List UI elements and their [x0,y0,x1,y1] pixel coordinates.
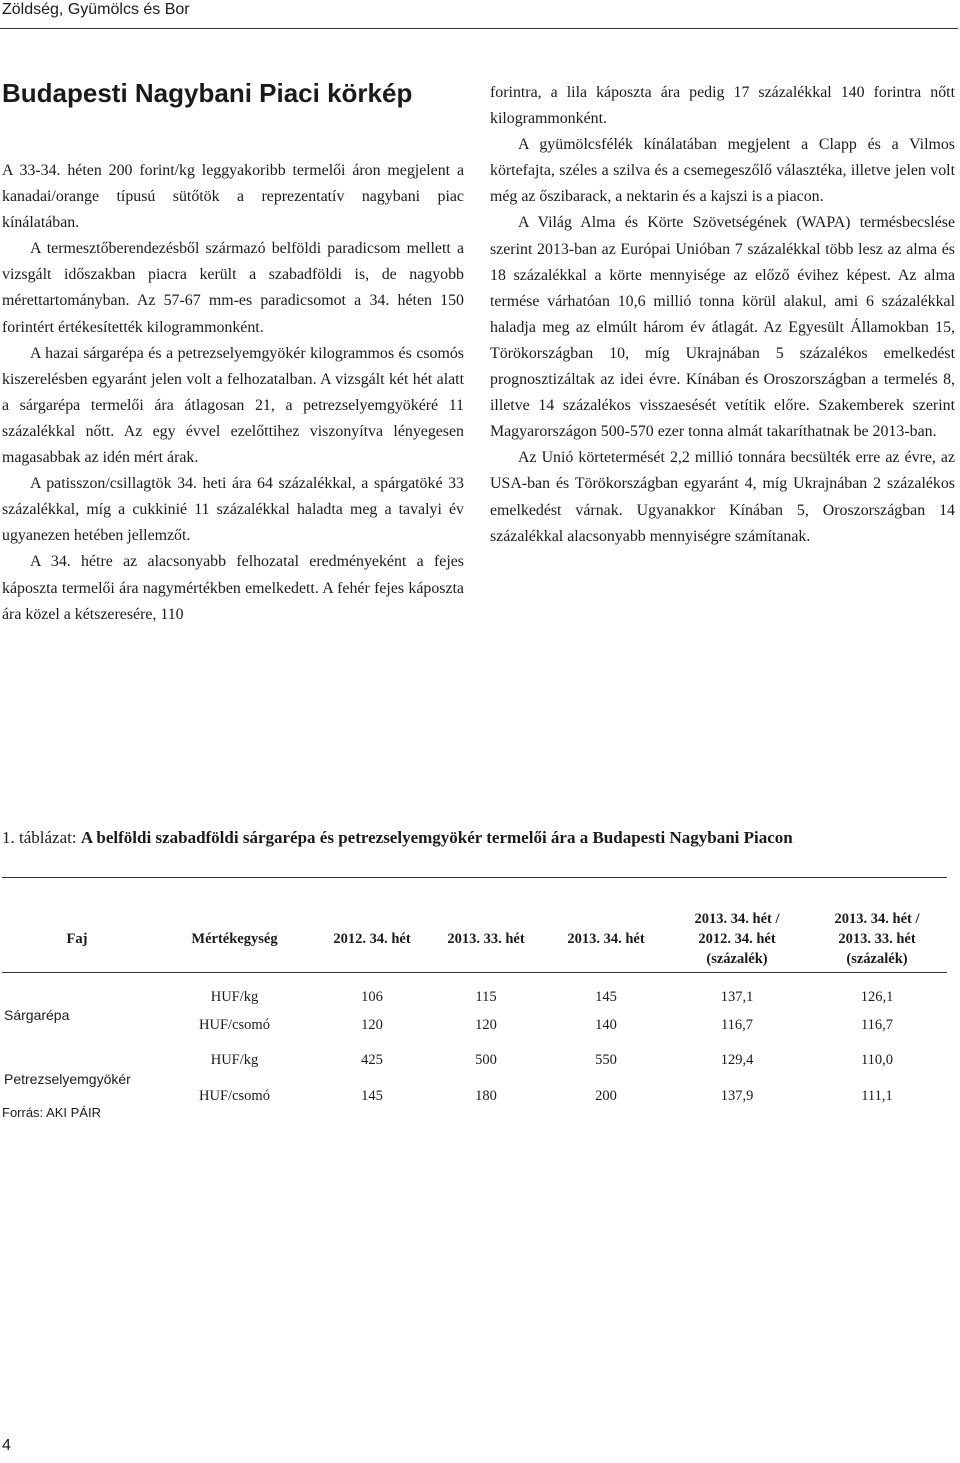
caption-divider [2,877,947,878]
cell-value: 120 [361,1016,383,1033]
cell-value: 550 [595,1052,617,1069]
left-column [2,158,464,628]
table-caption-title: A belföldi szabadföldi sárgarépa és petrezselyemgyökér termelői ára a Budapesti Nagybani Piacon [80,828,793,847]
cell-value: 145 [595,988,617,1005]
table-row [2,1043,947,1079]
header-line: 2013. 33. hét [838,930,916,947]
table-source: Forrás: AKI PÁIR [2,1105,101,1120]
paragraph: A hazai sárgarépa és a petrezselyemgyökér kilogrammos és csomós kiszerelésben egyaránt jelen volt a felhozatalban. A vizsgált két hét alatt a sárgarépa termelői ára átlagosan 21, a petrezselyemgyökéré 11 százalékkal nőtt. Az egy évvel ezelőttihez viszonyítva lényegesen magasabbak az idén mért árak. [2,344,464,467]
header-2013-33: 2013. 33. hét [447,930,525,947]
cell-value: 500 [475,1052,497,1069]
right-column [490,80,955,550]
page-number: 4 [2,1437,11,1454]
header-2012-34: 2012. 34. hét [333,930,411,947]
cell-value: 120 [475,1016,497,1033]
cell-value: 140 [595,1016,617,1033]
cell-value: 137,1 [720,988,754,1005]
header-line: 2012. 34. hét [698,930,776,947]
header-unit: Mértékegység [191,930,278,947]
cell-value: 126,1 [860,988,894,1005]
header-2013-34: 2013. 34. hét [567,930,645,947]
cell-value: 106 [361,988,383,1005]
cell-value: 137,9 [720,1087,754,1104]
paragraph: A patisszon/csillagtök 34. heti ára 64 százalékkal, a spárgatöké 33 százalékkal, míg a cukkinié 11 százalékkal haladta meg a tavalyi év ugyanezen hetében jellemzőt. [2,475,464,545]
paragraph: A Világ Alma és Körte Szövetségének (WAPA) termésbecslése szerint 2013-ban az Európai Unióban 7 százalékkal több lesz az alma és 18 százalékkal a körte mennyisége az előző évihez képest. Az alma termése várhatóan 10,6 millió tonna körül alakul, ami 6 százalékkal haladja meg az elmúlt három év átlagát. Az Egyesült Államokban 15, Törökországban 10, míg Ukrajnában 5 százalékos emelkedést prognosztizáltak az idei évre. Kínában és Oroszországban a termelés 8, illetve 14 százalékos visszaesését vetítik előre. Szakemberek szerint Magyarországon 500-570 ezer tonna almát takaríthatnak be 2013-ban. [490,214,955,441]
cell-value: 111,1 [861,1087,893,1104]
cell-value: 116,7 [860,1016,894,1033]
cell-value: 129,4 [720,1052,754,1069]
table-caption [2,825,950,851]
cell-unit: HUF/kg [210,988,259,1005]
paragraph: Az Unió körtetermését 2,2 millió tonnára becsülték erre az évre, az USA-ban és Törökországban egyaránt 4, míg Ukrajnában 2 százalékos emelkedést várnak. Ugyanakkor Kínában 5, Oroszországban 14 százalékkal alacsonyabb mennyiségre számítanak. [490,449,955,545]
header-ratio-yoy [667,906,807,972]
cell-value: 180 [475,1087,497,1104]
price-table [2,906,947,1114]
cell-unit: HUF/csomó [199,1016,270,1033]
cell-unit: HUF/csomó [199,1087,270,1104]
table-header-row [2,906,947,972]
paragraph: A 34. hétre az alacsonyabb felhozatal eredményeként a fejes káposzta termelői ára nagymértékben emelkedett. A fehér fejes káposzta ára közel a kétszeresére, 110 [2,553,464,623]
section-title: Zöldség, Gyümölcs és Bor [2,1,190,18]
cell-unit: HUF/kg [210,1052,259,1069]
cell-value: 115 [475,988,497,1005]
cell-faj: Petrezselyemgyökér [4,1070,131,1087]
header-line: (százalék) [846,950,908,967]
paragraph: forintra, a lila káposzta ára pedig 17 százalékkal 140 forintra nőtt kilogrammonként. [490,84,955,128]
article-title: Budapesti Nagybani Piaci körkép [2,78,413,108]
paragraph: A termesztőberendezésből származó belföldi paradicsom mellett a vizsgált időszakban piacra került a szabadföldi is, de nagyobb mérettartományban. Az 57-67 mm-es paradicsomot a 34. héten 150 forintért értékesítették kilogrammonként. [2,240,464,336]
header-line: 2013. 34. hét / [834,910,920,927]
cell-value: 145 [361,1087,383,1104]
paragraph: A gyümölcsfélék kínálatában megjelent a Clapp és a Vilmos körtefajta, széles a szilva és a csemegeszőlő választéka, illetve jelen volt még az őszibarack, a nektarin és a kajszi is a piacon. [490,136,955,206]
table-caption-number: 1. táblázat: [2,828,77,847]
header-faj: Faj [66,930,88,947]
table-row [2,972,947,1008]
header-line: 2013. 34. hét / [694,910,780,927]
cell-value: 425 [361,1052,383,1069]
header-ratio-wow [807,906,947,972]
header-line: (százalék) [706,950,768,967]
running-header [0,0,958,29]
cell-value: 200 [595,1087,617,1104]
cell-value: 116,7 [720,1016,754,1033]
paragraph: A 33-34. héten 200 forint/kg leggyakoribb termelői áron megjelent a kanadai/orange típusú sütőtök a reprezentatív nagybani piac kínálatában. [2,162,464,232]
cell-value: 110,0 [860,1052,894,1069]
cell-faj: Sárgarépa [4,1006,70,1023]
